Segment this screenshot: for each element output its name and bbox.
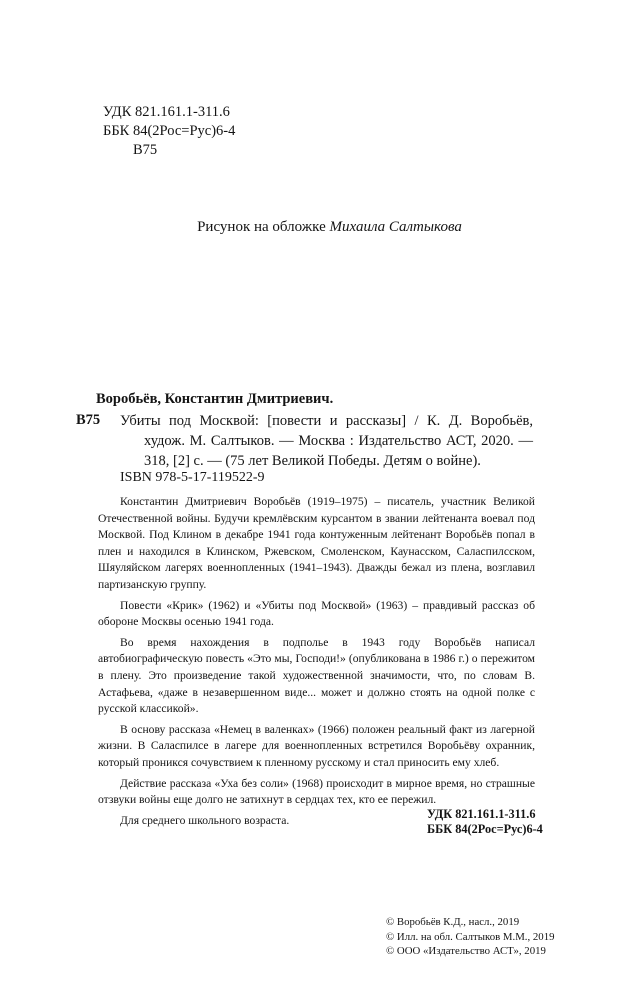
annotation (98, 494, 535, 833)
annotation-paragraph: Действие рассказа «Уха без соли» (1968) происходит в мирное время, но страшные отзвуки войны еще долго не затихнут в сердцах тех, кто ее пережил. (98, 776, 535, 807)
top-udk-code: УДК 821.161.1-311.6 (103, 104, 230, 120)
annotation-paragraph: Во время нахождения в подполье в 1943 году Воробьёв написал автобиографическую повесть «Это мы, Господи!» (опубликована в 1986 г.) о пережитом в плену. Это произведение такой художественной значимости, что, по словам В. Астафьева, «даже в незавершенном виде... может и должно стоять на одной полке с русской классикой». (98, 635, 535, 716)
annotation-paragraph: Для среднего школьного возраста. (120, 813, 290, 827)
illustrator-prefix: Рисунок на обложке (197, 219, 326, 235)
copyright-line: © ООО «Издательство АСТ», 2019 (386, 945, 546, 957)
bibliographic-author: Воробьёв, Константин Дмитриевич. (96, 391, 334, 407)
bibliographic-description-block (120, 411, 533, 471)
copyright-line: © Илл. на обл. Салтыков М.М., 2019 (386, 930, 555, 943)
bibliographic-author-mark: В75 (76, 412, 101, 428)
annotation-paragraph: Константин Дмитриевич Воробьёв (1919–1975) – писатель, участник Великой Отечественной войны. Будучи кремлёвским курсантом в звании лейтенанта воевал под Москвой. Под Клином в декабре 1941 года контуженным лейтенант Воробьёв попал в плен и находился в Клинском, Ржевском, Смоленском, Каунасском, Саласпилсском, Шяуляйском лагерях военнопленных (1941–1943). Дважды бежал из плена, возглавил партизанскую группу. (98, 495, 535, 591)
cover-illustrator-credit (0, 219, 619, 236)
isbn: ISBN 978-5-17-119522-9 (120, 470, 265, 485)
bottom-bbk-code: ББК 84(2Рос=Рус)6-4 (427, 822, 543, 837)
annotation-paragraph: В основу рассказа «Немец в валенках» (1966) положен реальный факт из лагерной жизни. В Саласпилсе в лагере для военнопленных встретился Воробьёву охранник, который проникся сочувствием к пленному русскому и стал приносить ему хлеб. (98, 722, 535, 769)
copyright-line: © Воробьёв К.Д., насл., 2019 (386, 916, 520, 928)
bottom-udk-code: УДК 821.161.1-311.6 (427, 807, 536, 821)
bottom-classification-codes (427, 807, 543, 838)
top-author-mark: В75 (133, 142, 158, 158)
top-classification-codes (103, 103, 235, 160)
illustrator-name: Михаила Салтыкова (329, 219, 462, 235)
annotation-paragraph: Повести «Крик» (1962) и «Убиты под Москвой» (1963) – правдивый рассказ об обороне Москвы осенью 1941 года. (98, 598, 535, 629)
copyright-notices (386, 915, 555, 959)
bibliographic-description: Убиты под Москвой: [повести и рассказы] / К. Д. Воробьёв, худож. М. Салтыков. — Москва : Издательство АСТ, 2020. — 318, [2] с. — (75 лет Великой Победы. Детям о войне). (120, 413, 533, 469)
top-bbk-code: ББК 84(2Рос=Рус)6-4 (103, 123, 236, 139)
